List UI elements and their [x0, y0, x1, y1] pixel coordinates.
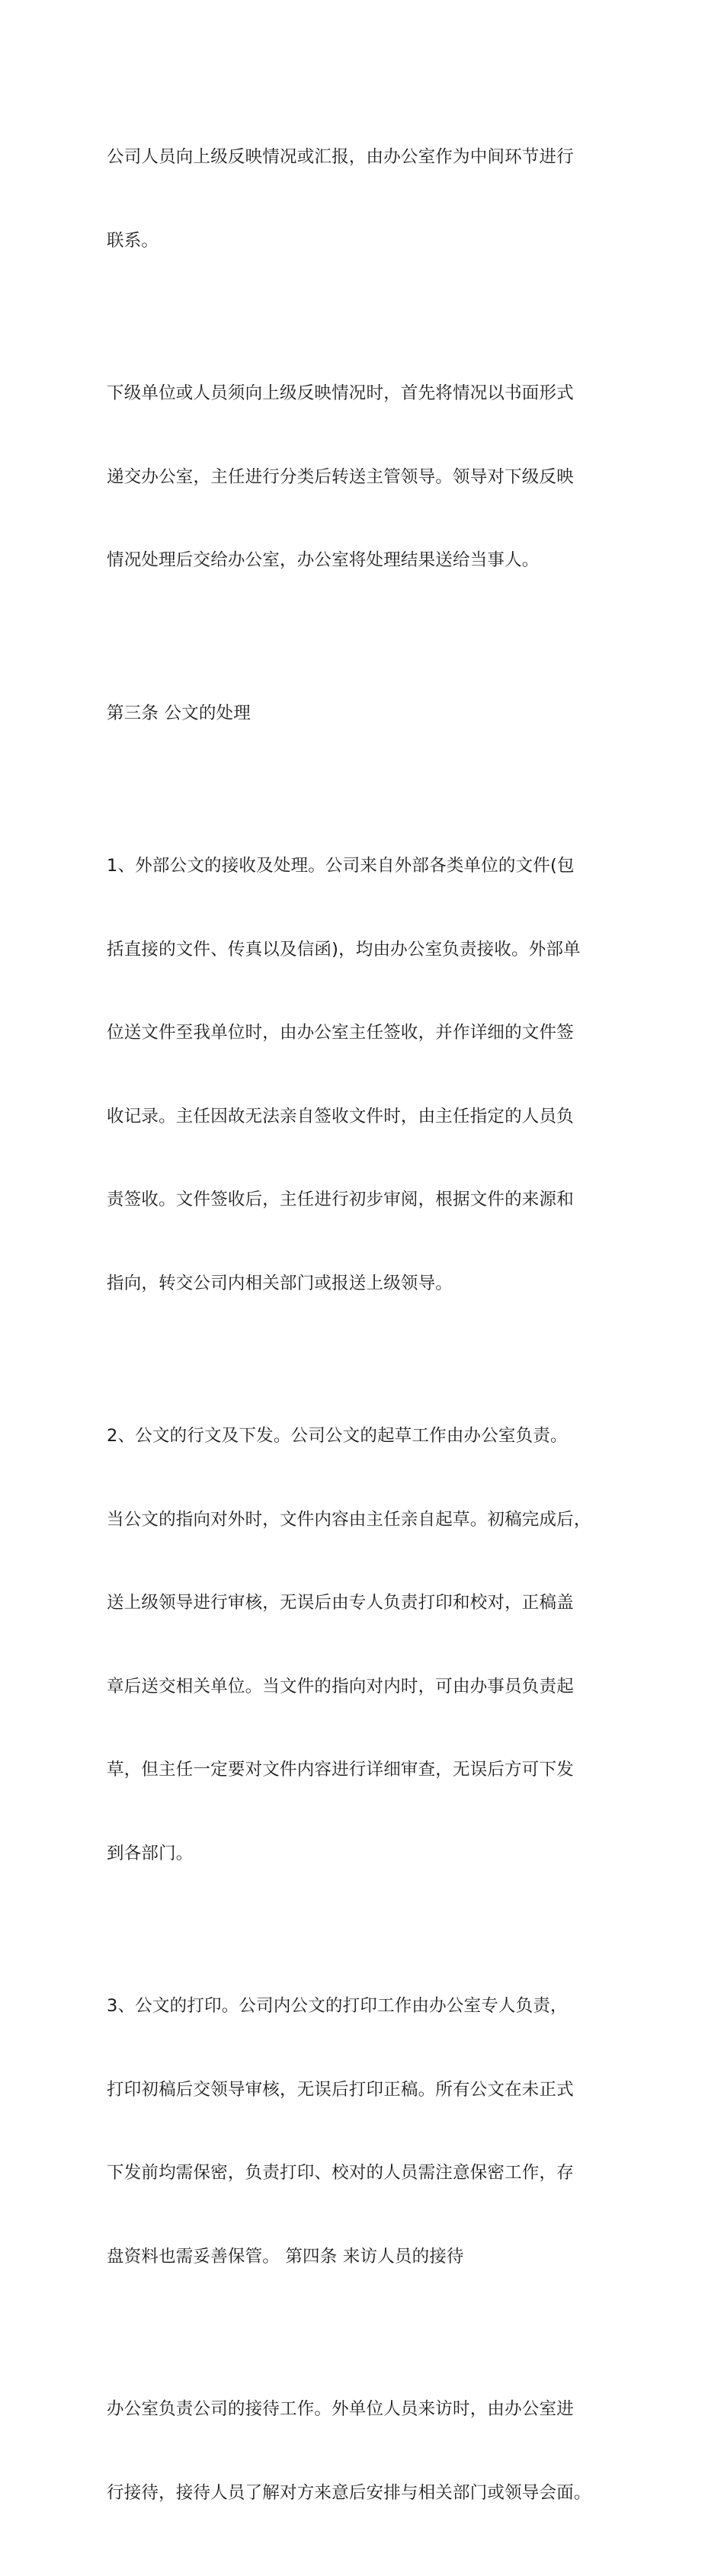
paragraph-subordinate-reporting	[107, 324, 625, 630]
text-line: 联系。	[107, 230, 159, 251]
text-line: 到各部门。	[107, 1843, 194, 1863]
paragraph-external-documents	[107, 796, 625, 1353]
text-line: 递交办公室，主任进行分类后转送主管领导。领导对下级反映	[107, 466, 574, 487]
text-line: 1、外部公文的接收及处理。公司来自外部各类单位的文件(包	[107, 856, 575, 876]
text-line: 当公文的指向对外时，文件内容由主任亲自起草。初稿完成后，	[107, 1509, 591, 1530]
text-line: 情况处理后交给办公室，办公室将处理结果送给当事人。	[107, 550, 540, 570]
text-line: 括直接的文件、传真以及信函)，均由办公室负责接收。外部单	[107, 939, 581, 960]
text-line: 2、公文的行文及下发。公司公文的起草工作由办公室负责。	[107, 1426, 568, 1446]
text-line: 打印初稿后交领导审核，无误后打印正稿。所有公文在未正式	[107, 2079, 574, 2100]
article-3-heading	[107, 644, 625, 783]
text-line: 第三条 公文的处理	[107, 703, 251, 723]
paragraph-reporting-channel	[107, 88, 625, 310]
text-line: 办公室负责公司的接待工作。外单位人员来访时，由办公室进	[107, 2399, 574, 2419]
text-line: 位送文件至我单位时，由办公室主任签收，并作详细的文件签	[107, 1023, 574, 1043]
text-line: 章后送交相关单位。当文件的指向对内时，可由办事员负责起	[107, 1676, 574, 1697]
text-line: 下级单位或人员须向上级反映情况时，首先将情况以书面形式	[107, 383, 574, 403]
text-line: 指向，转交公司内相关部门或报送上级领导。	[107, 1273, 453, 1293]
paragraph-visitor-reception	[107, 2340, 625, 2562]
document-page	[107, 88, 625, 2576]
text-line: 盘资料也需妥善保管。 第四条 来访人员的接待	[107, 2246, 464, 2267]
text-line: 草，但主任一定要对文件内容进行详细审查，无误后方可下发	[107, 1760, 574, 1780]
text-line: 公司人员向上级反映情况或汇报，由办公室作为中间环节进行	[107, 147, 574, 167]
text-line: 责签收。文件签收后，主任进行初步审阅，根据文件的来源和	[107, 1190, 574, 1210]
text-line: 3、公文的打印。公司内公文的打印工作由办公室专人负责，	[107, 1996, 568, 2016]
text-line: 下发前均需保密，负责打印、校对的人员需注意保密工作，存	[107, 2163, 574, 2183]
paragraph-document-drafting	[107, 1366, 625, 1923]
paragraph-document-printing	[107, 1937, 625, 2326]
text-line: 收记录。主任因故无法亲自签收文件时，由主任指定的人员负	[107, 1106, 574, 1126]
text-line: 行接待，接待人员了解对方来意后安排与相关部门或领导会面。	[107, 2482, 591, 2503]
text-line: 送上级领导进行审核，无误后由专人负责打印和校对，正稿盖	[107, 1593, 574, 1613]
